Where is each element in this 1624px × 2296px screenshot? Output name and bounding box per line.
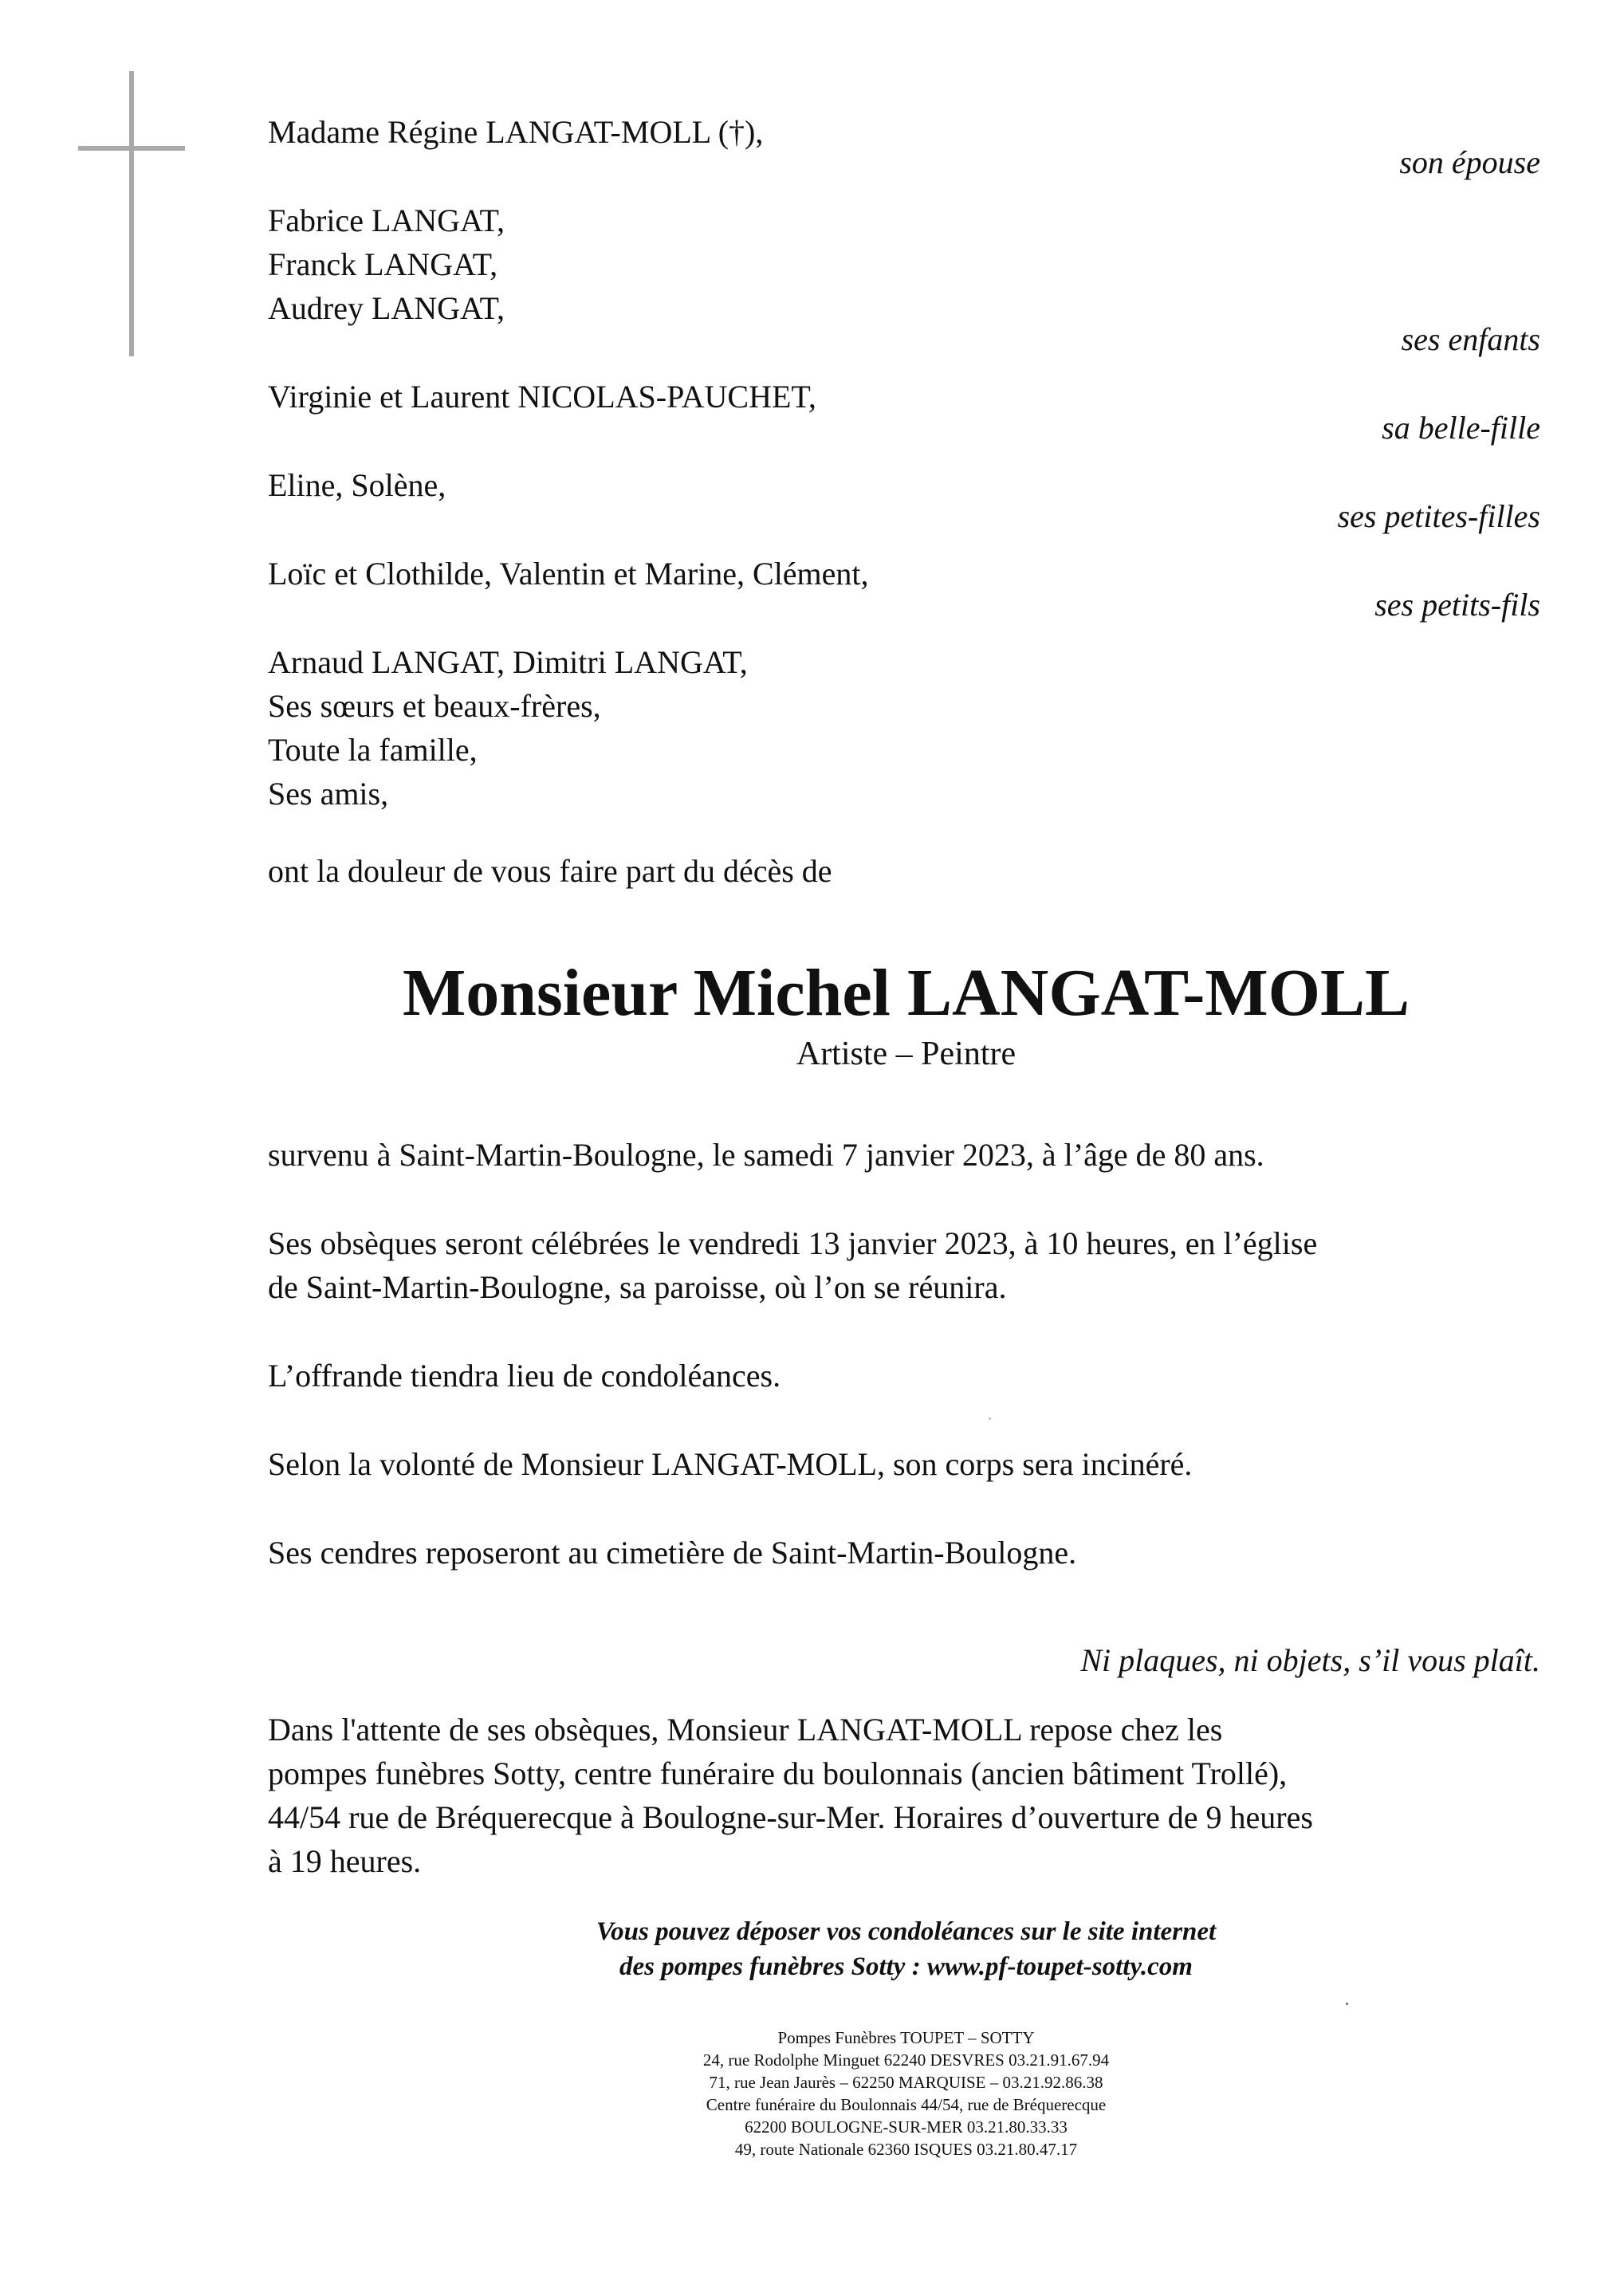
family-name-line: Audrey LANGAT, <box>268 290 505 326</box>
condolences-line: Vous pouvez déposer vos condoléances sur le site internet <box>596 1917 1217 1946</box>
family-name-line: Toute la famille, <box>268 732 478 768</box>
family-name-line: Loïc et Clothilde, Valentin et Marine, Clément, <box>268 556 869 592</box>
relation-label: son épouse <box>1399 144 1540 180</box>
family-name-line: Franck LANGAT, <box>268 246 498 282</box>
footer-address-line: 71, rue Jean Jaurès – 62250 MARQUISE – 03.21.92.86.38 <box>709 2073 1103 2092</box>
family-name-line: Ses amis, <box>268 776 389 812</box>
rest-line: Dans l'attente de ses obsèques, Monsieur LANGAT-MOLL repose chez les <box>268 1712 1223 1748</box>
condolences-website-line: des pompes funèbres Sotty : www.pf-toupet-sotty.com <box>619 1952 1193 1981</box>
footer-address-line: 24, rue Rodolphe Minguet 62240 DESVRES 03.21.91.67.94 <box>702 2050 1110 2070</box>
family-name-line: Arnaud LANGAT, Dimitri LANGAT, <box>268 644 748 680</box>
relation-label: ses petits-fils <box>1374 587 1540 623</box>
cross-horizontal-bar <box>78 146 185 151</box>
footer-company-name: Pompes Funèbres TOUPET – SOTTY <box>777 2028 1035 2047</box>
rest-line: pompes funèbres Sotty, centre funéraire du boulonnais (ancien bâtiment Trollé), <box>268 1755 1288 1791</box>
death-statement: survenu à Saint-Martin-Boulogne, le samedi 7 janvier 2023, à l’âge de 80 ans. <box>268 1137 1264 1173</box>
footer-address-line: Centre funéraire du Boulonnais 44/54, rue de Bréquerecque <box>706 2095 1107 2114</box>
relation-label: ses enfants <box>1401 321 1540 357</box>
family-name-line: Madame Régine LANGAT-MOLL (†), <box>268 114 764 150</box>
funeral-line: Ses obsèques seront célébrées le vendredi 13 janvier 2023, à 10 heures, en l’église <box>268 1225 1318 1261</box>
scan-speck <box>989 1417 991 1420</box>
relation-label: ses petites-filles <box>1337 498 1540 534</box>
family-name-line: Ses sœurs et beaux-frères, <box>268 688 601 724</box>
family-name-line: Eline, Solène, <box>268 467 446 503</box>
announcement-intro: ont la douleur de vous faire part du décès de <box>268 853 832 889</box>
rest-line: à 19 heures. <box>268 1843 422 1879</box>
no-flowers-note: Ni plaques, ni objets, s’il vous plaît. <box>1080 1642 1540 1678</box>
relation-label: sa belle-fille <box>1382 410 1540 446</box>
offering-statement: L’offrande tiendra lieu de condoléances. <box>268 1358 781 1394</box>
family-name-line: Fabrice LANGAT, <box>268 202 505 238</box>
family-name-line: Virginie et Laurent NICOLAS-PAUCHET, <box>268 379 816 415</box>
deceased-name: Monsieur Michel LANGAT-MOLL <box>402 956 1410 1030</box>
ashes-statement: Ses cendres reposeront au cimetière de Saint-Martin-Boulogne. <box>268 1535 1077 1571</box>
footer-address-line: 49, route Nationale 62360 ISQUES 03.21.80.47.17 <box>734 2140 1078 2159</box>
scan-speck <box>1346 2003 1348 2005</box>
footer-address-line: 62200 BOULOGNE-SUR-MER 03.21.80.33.33 <box>745 2117 1068 2137</box>
cremation-statement: Selon la volonté de Monsieur LANGAT-MOLL, son corps sera incinéré. <box>268 1446 1193 1482</box>
deceased-occupation: Artiste – Peintre <box>796 1036 1016 1072</box>
funeral-line: de Saint-Martin-Boulogne, sa paroisse, où l’on se réunira. <box>268 1269 1007 1305</box>
cross-vertical-bar <box>129 71 134 356</box>
rest-line: 44/54 rue de Bréquerecque à Boulogne-sur-Mer. Horaires d’ouverture de 9 heures <box>268 1799 1313 1835</box>
